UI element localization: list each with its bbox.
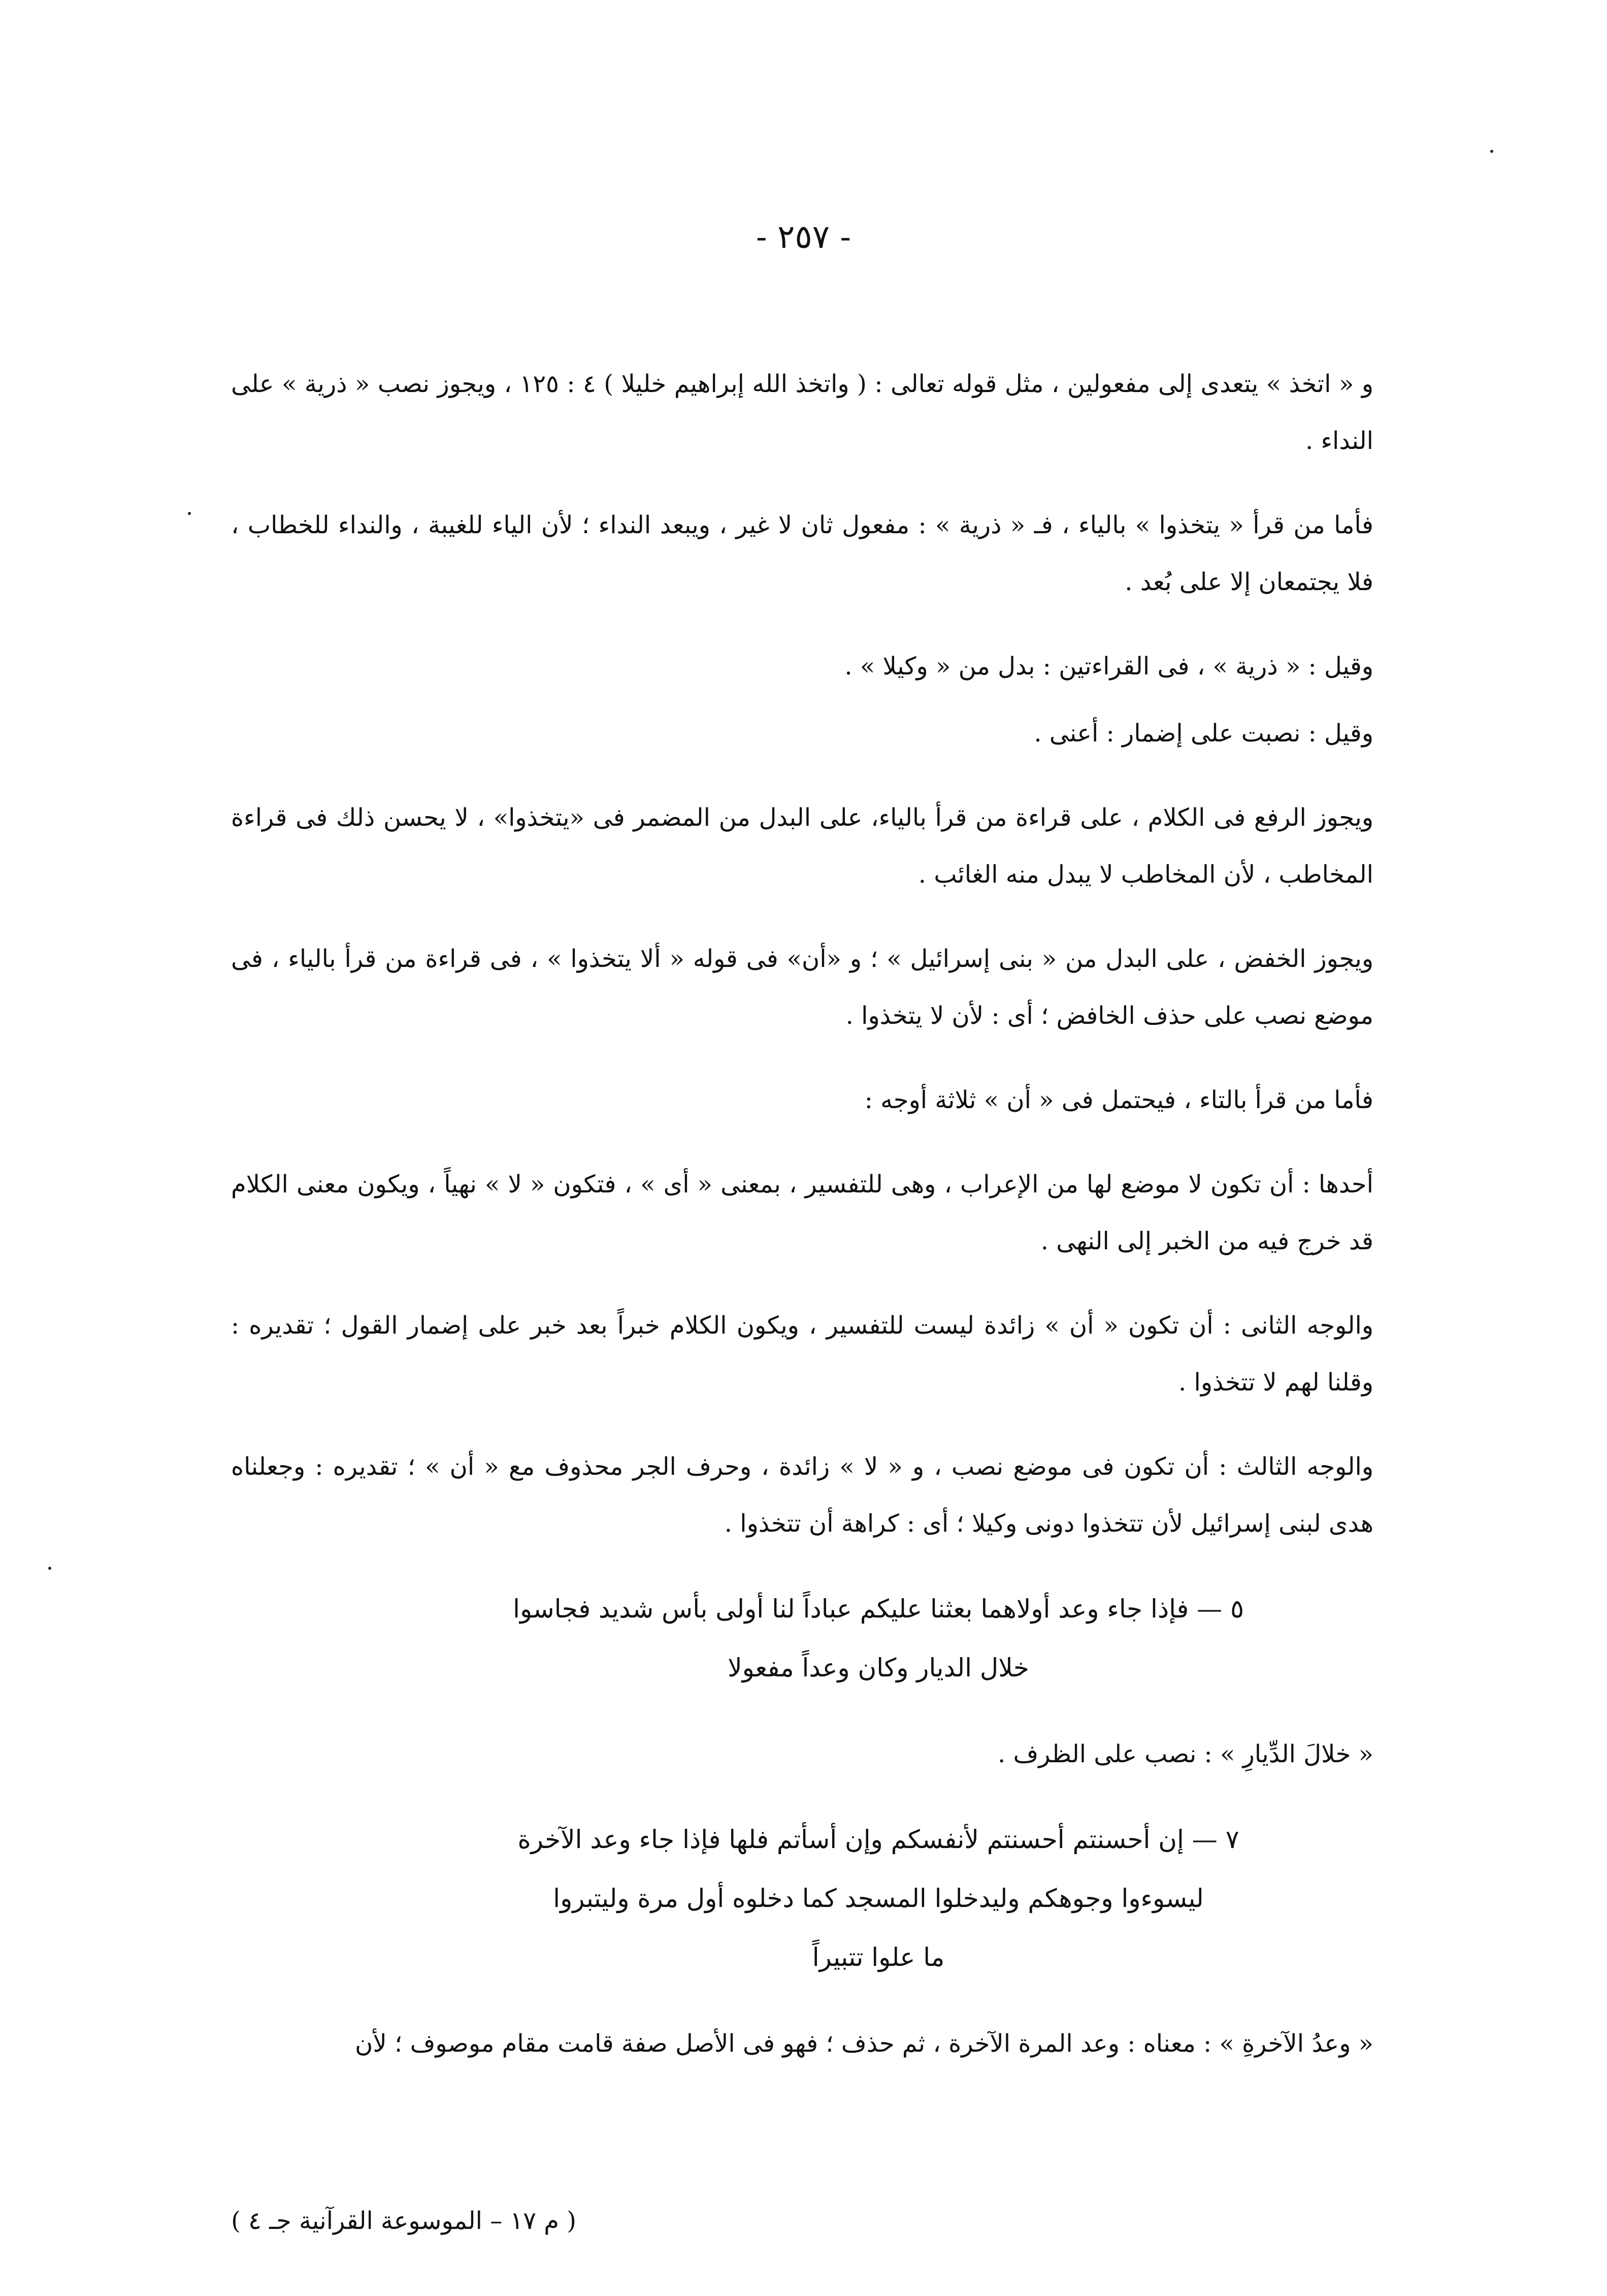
verse-line: ما علوا تتبيراً bbox=[812, 1943, 945, 1972]
verse-line: ليسوءوا وجوهكم وليدخلوا المسجد كما دخلوه أول مرة وليتبروا bbox=[553, 1884, 1204, 1913]
paragraph: والوجه الثانى : أن تكون « أن » زائدة ليست للتفسير ، ويكون الكلام خبراً بعد خبر على إضمار القول ؛ تقديره : وقلنا لهم لا تتخذوا . bbox=[231, 1311, 1373, 1397]
scan-speck bbox=[1490, 150, 1493, 153]
paragraph: والوجه الثالث : أن تكون فى موضع نصب ، و « لا » زائدة ، وحرف الجر محذوف مع « أن » ؛ تقديره : وجعلناه هدى لبنى إسرائيل لأن تتخذوا دونى وكيلا ؛ أى : كراهة أن تتخذوا . bbox=[231, 1452, 1373, 1538]
page-footer: ( م ١٧ – الموسوعة القرآنية جـ ٤ ) bbox=[231, 2207, 576, 2235]
paragraph: « وعدُ الآخرةِ » : معناه : وعد المرة الآخرة ، ثم حذف ؛ فهو فى الأصل صفة قامت مقام موصوف ؛ لأن bbox=[355, 2029, 1373, 2058]
paragraph: وقيل : « ذرية » ، فى القراءتين : بدل من « وكيلا » . bbox=[844, 652, 1373, 681]
verse-line: ٧ — إن أحسنتم أحسنتم لأنفسكم وإن أسأتم فلها فإذا جاء وعد الآخرة bbox=[517, 1825, 1239, 1854]
paragraph: « خلالَ الدِّيارِ » : نصب على الظرف . bbox=[998, 1740, 1373, 1768]
verse-line: خلال الديار وكان وعداً مفعولا bbox=[728, 1653, 1029, 1683]
quran-verse-block bbox=[231, 1810, 1373, 1987]
document-body bbox=[231, 355, 1373, 2099]
paragraph: و « اتخذ » يتعدى إلى مفعولين ، مثل قوله تعالى : ( واتخذ الله إبراهيم خليلا ) ٤ : ١٢٥ ، ويجوز نصب « ذرية » على النداء . bbox=[231, 370, 1373, 455]
paragraph: ويجوز الخفض ، على البدل من « بنى إسرائيل » ؛ و «أن» فى قوله « ألا يتخذوا » ، فى قراءة من قرأ بالياء ، فى موضع نصب على حذف الخافض ؛ أى : لأن لا يتخذوا . bbox=[231, 945, 1373, 1030]
paragraph: فأما من قرأ « يتخذوا » بالياء ، فـ « ذرية » : مفعول ثان لا غير ، ويبعد النداء ؛ لأن الياء للغيبة ، والنداء للخطاب ، فلا يجتمعان إلا على بُعد . bbox=[231, 511, 1373, 596]
verse-line: ٥ — فإذا جاء وعد أولاهما بعثنا عليكم عباداً لنا أولى بأس شديد فجاسوا bbox=[513, 1594, 1244, 1624]
paragraph: أحدها : أن تكون لا موضع لها من الإعراب ، وهى للتفسير ، بمعنى « أى » ، فتكون « لا » نهياً ، ويكون معنى الكلام قد خرج فيه من الخبر إلى النهى . bbox=[231, 1170, 1374, 1255]
scan-speck bbox=[188, 512, 191, 515]
paragraph: فأما من قرأ بالتاء ، فيحتمل فى « أن » ثلاثة أوجه : bbox=[864, 1086, 1373, 1114]
page-number: - ٢٥٧ - bbox=[756, 218, 851, 256]
quran-verse-block bbox=[231, 1579, 1373, 1697]
scan-speck bbox=[48, 1567, 51, 1570]
paragraph: وقيل : نصبت على إضمار : أعنى . bbox=[1034, 719, 1373, 748]
paragraph: ويجوز الرفع فى الكلام ، على قراءة من قرأ بالياء، على البدل من المضمر فى «يتخذوا» ، لا يحسن ذلك فى قراءة المخاطب ، لأن المخاطب لا يبدل منه الغائب . bbox=[231, 803, 1373, 889]
